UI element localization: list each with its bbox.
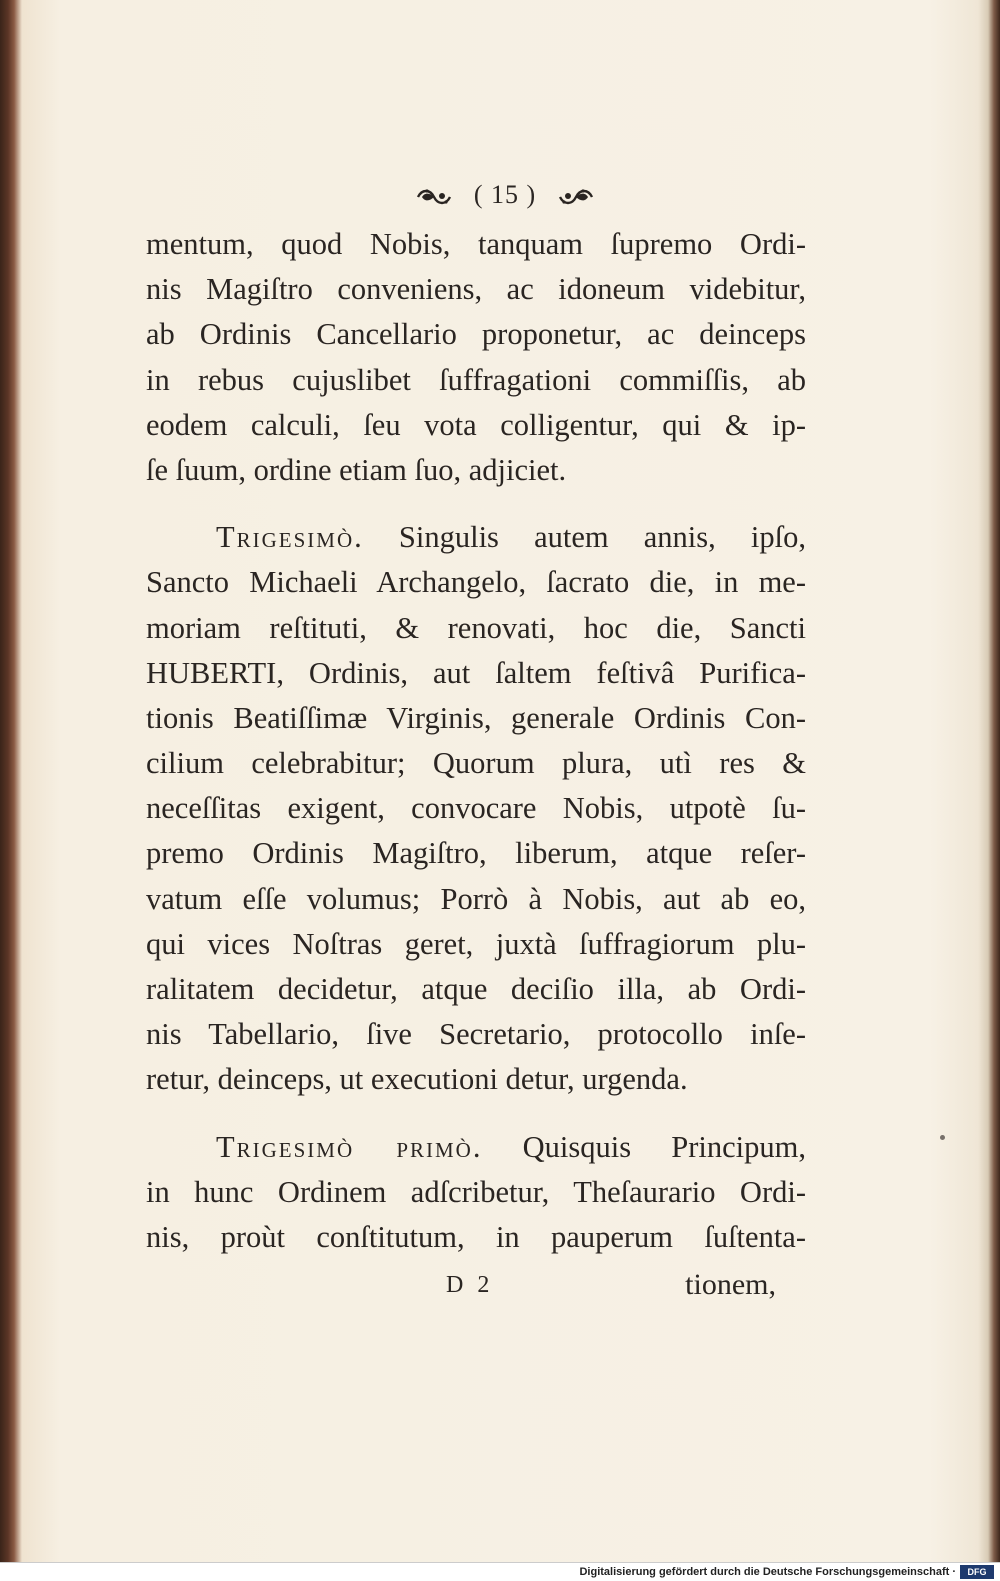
book-page xyxy=(22,0,988,1563)
paragraph-first-line xyxy=(146,515,806,560)
body-text xyxy=(146,222,806,1260)
signature-mark: D 2 xyxy=(446,1272,494,1298)
text-line: retur, deinceps, ut executioni detur, urgenda. xyxy=(146,1062,688,1097)
text-line: eodem calculi, ſeu vota colligentur, qui & ip- xyxy=(146,407,806,442)
text-line: mentum, quod Nobis, tanquam ſupremo Ordi- xyxy=(146,227,806,261)
catchword: tionem, xyxy=(685,1268,776,1301)
text-line: ſe ſuum, ordine etiam ſuo, adjiciet. xyxy=(146,452,567,487)
text-line: qui vices Noſtras geret, juxtà ſuffragiorum plu- xyxy=(146,926,806,961)
text-line: vatum eſſe volumus; Porrò à Nobis, aut ab eo, xyxy=(146,881,806,916)
text-line: Quisquis Principum, xyxy=(522,1129,807,1164)
text-line: in hunc Ordinem adſcribetur, Theſaurario Ordi- xyxy=(146,1174,806,1209)
text-line: Singulis autem annis, ipſo, xyxy=(398,520,806,555)
text-line: cilium celebrabitur; Quorum plura, utì res & xyxy=(146,746,806,781)
credit-text: Digitalisierung gefördert durch die Deutsche Forschungsgemeinschaft · xyxy=(579,1566,956,1578)
text-line: neceſſitas exigent, convocare Nobis, utpotè ſu- xyxy=(146,791,806,826)
digitization-credit-bar xyxy=(0,1562,1000,1581)
text-line: nis Magiſtro conveniens, ac idoneum videbitur, xyxy=(146,272,806,307)
text-line: nis, proùt conſtitutum, in pauperum ſuſtenta- xyxy=(146,1219,806,1254)
section-heading: Trigesimò primò. xyxy=(216,1129,483,1164)
text-line: Sancto Michaeli Archangelo, ſacrato die, in me- xyxy=(146,565,806,600)
text-line: nis Tabellario, ſive Secretario, protocollo inſe- xyxy=(146,1017,806,1052)
section-heading: Trigesimò. xyxy=(216,520,364,555)
fleuron-ornament-left-icon xyxy=(416,187,452,207)
text-line: premo Ordinis Magiſtro, liberum, atque reſer- xyxy=(146,836,806,871)
running-header xyxy=(22,180,988,210)
text-line: tionis Beatiſſimæ Virginis, generale Ordinis Con- xyxy=(146,700,806,735)
text-line: in rebus cujuslibet ſuffragationi commiſſis, ab xyxy=(146,362,806,397)
fleuron-ornament-right-icon xyxy=(558,187,594,207)
text-line: ab Ordinis Cancellario proponetur, ac deinceps xyxy=(146,317,806,352)
text-line: moriam reſtituti, & renovati, hoc die, Sancti xyxy=(146,610,806,645)
text-line: ralitatem decidetur, atque deciſio illa, ab Ordi- xyxy=(146,972,806,1006)
page-number: ( 15 ) xyxy=(473,180,537,209)
margin-dot xyxy=(940,1135,945,1140)
text-line: HUBERTI, Ordinis, aut ſaltem feſtivâ Purifica- xyxy=(146,655,806,690)
dfg-logo: DFG xyxy=(960,1565,994,1579)
paragraph-first-line xyxy=(146,1125,806,1170)
